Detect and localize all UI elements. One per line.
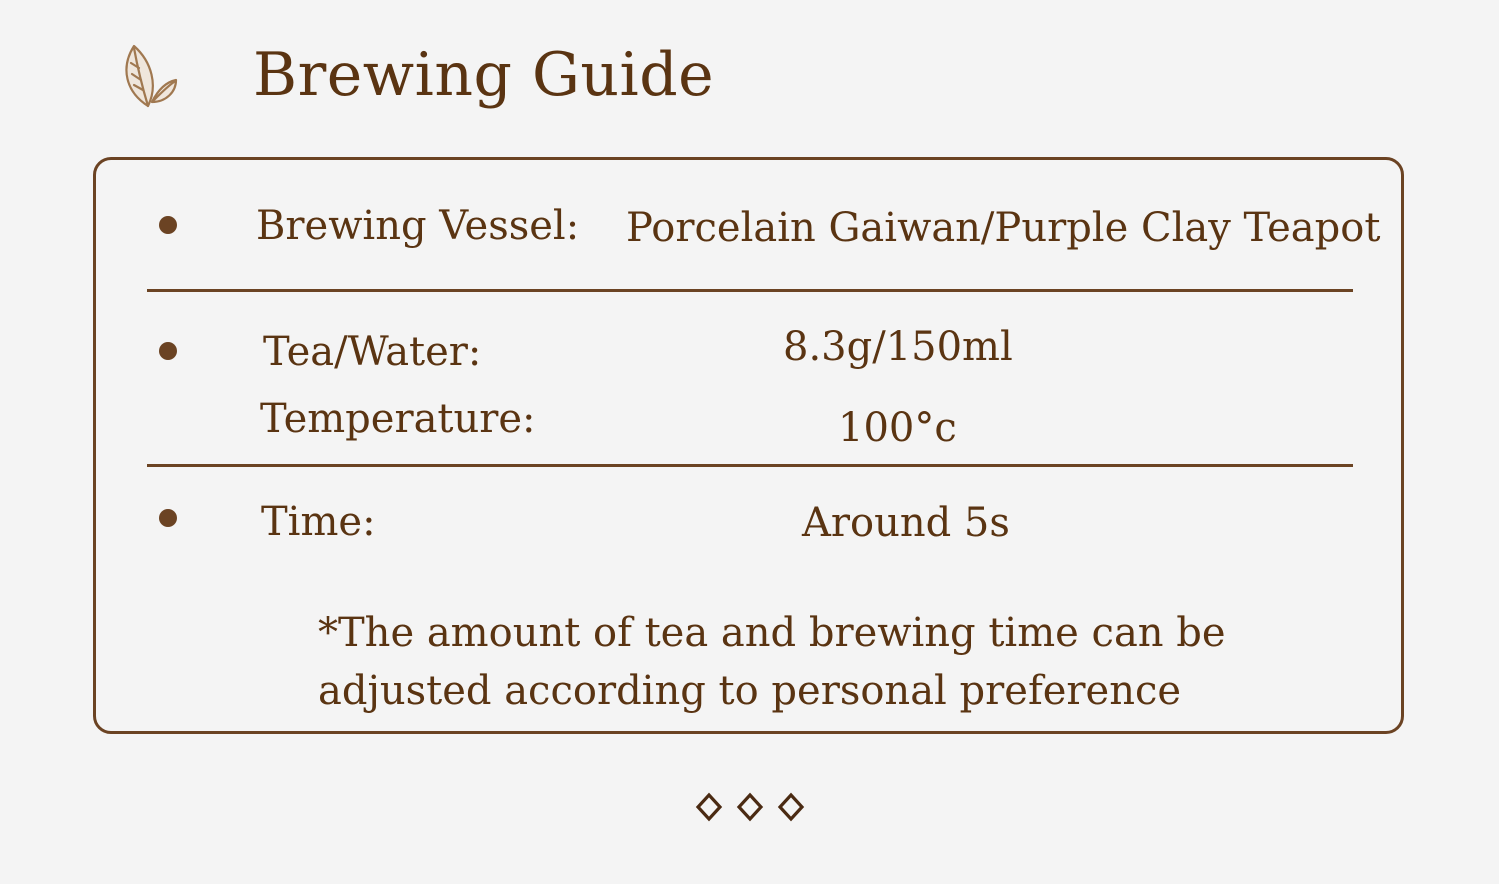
pagination-indicator	[694, 790, 814, 824]
tea-water-value: 8.3g/150ml	[783, 324, 1013, 370]
tea-water-label: Tea/Water:	[263, 329, 482, 375]
diamond-outline-icon[interactable]	[698, 795, 720, 819]
time-label: Time:	[261, 499, 376, 545]
brewing-note	[318, 604, 1226, 720]
diamond-outline-icon[interactable]	[739, 795, 761, 819]
bullet-icon	[159, 216, 177, 234]
divider	[147, 289, 1353, 292]
page-title: Brewing Guide	[253, 40, 715, 110]
brewing-vessel-value: Porcelain Gaiwan/Purple Clay Teapot	[626, 205, 1381, 251]
brewing-note-line-1: *The amount of tea and brewing time can be	[318, 610, 1226, 656]
bullet-icon	[159, 509, 177, 527]
bullet-icon	[159, 342, 177, 360]
temperature-label: Temperature:	[260, 396, 536, 442]
diamond-outline-icon[interactable]	[780, 795, 802, 819]
leaf-icon	[112, 40, 184, 112]
brewing-note-line-2: adjusted according to personal preference	[318, 668, 1182, 714]
time-value: Around 5s	[802, 500, 1010, 546]
temperature-value: 100°c	[838, 405, 957, 451]
brewing-vessel-label: Brewing Vessel:	[256, 203, 580, 249]
divider	[147, 464, 1353, 467]
